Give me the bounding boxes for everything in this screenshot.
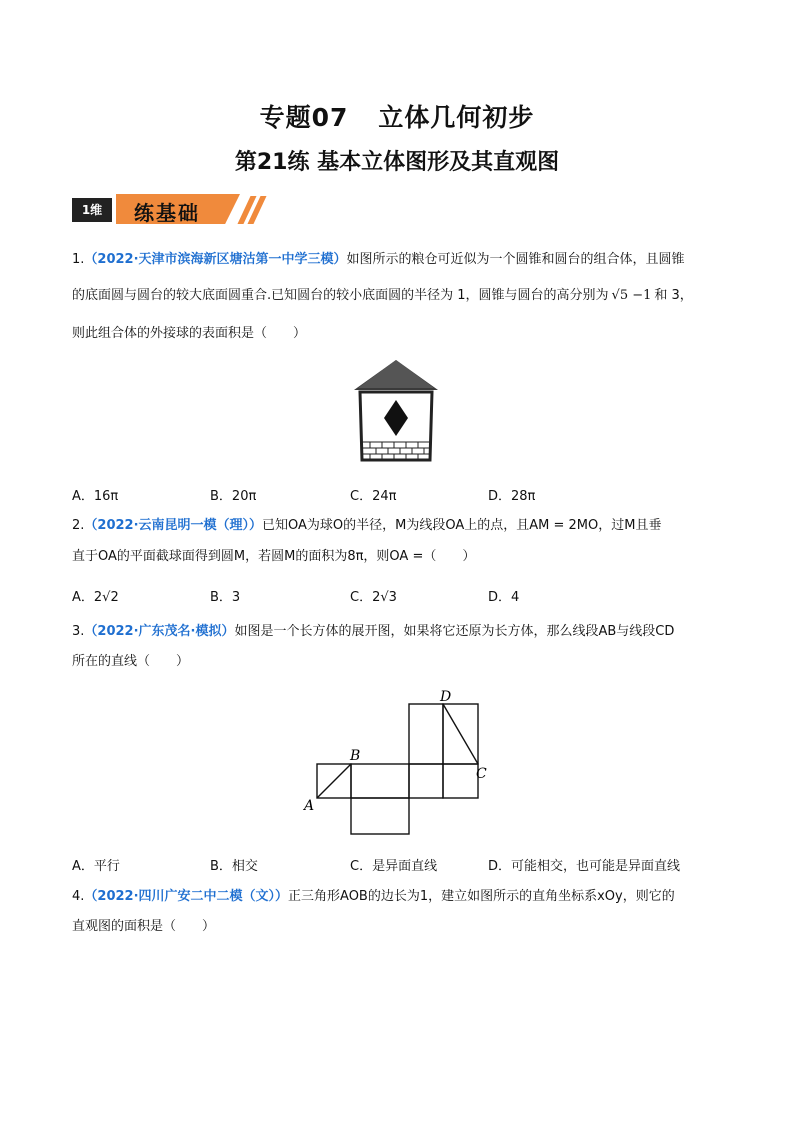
segment-cd: [443, 704, 478, 764]
question-text: 正三角形AOB的边长为1，建立如图所示的直角坐标系xOy，则它的: [288, 889, 675, 904]
q3-option-d[interactable]: D．可能相交，也可能是异面直线: [488, 859, 681, 874]
question-4-line-2: 直观图的面积是（ ）: [72, 919, 216, 934]
question-source: （2022·云南昆明一模（理））: [84, 518, 263, 533]
label-a: A: [304, 798, 315, 814]
question-text: 如图是一个长方体的展开图，如果将它还原为长方体，那么线段AB与线段CD: [234, 624, 675, 639]
q1-option-a[interactable]: A．16π: [72, 489, 119, 504]
question-2-line-2: 直于OA的平面截球面得到圆M，若圆M的面积为8π，则OA =（ ）: [72, 549, 476, 564]
label-d: D: [440, 689, 452, 705]
banner-label: 练基础: [134, 201, 200, 225]
granary-figure: [352, 358, 440, 464]
question-text: 如图所示的粮仓可近似为一个圆锥和圆台的组合体，且圆锥: [346, 252, 685, 267]
question-source: （2022·广东茂名·模拟）: [84, 624, 235, 639]
question-number: 3.: [72, 624, 85, 639]
page-subtitle: 第21练 基本立体图形及其直观图: [234, 150, 560, 175]
question-2-line-1: [72, 516, 661, 536]
question-text: 和 3，: [654, 288, 693, 303]
section-banner: [72, 190, 262, 230]
question-number: 2.: [72, 518, 85, 533]
granary-roof-inner: [358, 360, 434, 388]
question-4-line-1: [72, 887, 675, 907]
title-right: 立体几何初步: [378, 103, 535, 132]
q3-option-c[interactable]: C．是异面直线: [350, 859, 438, 874]
question-number: 1.: [72, 252, 85, 267]
question-text: 已知OA为球O的半径，M为线段OA上的点，且AM = 2MO，过M且垂: [262, 518, 662, 533]
question-1-line-1: [72, 250, 685, 270]
question-3-line-2: 所在的直线（ ）: [72, 654, 190, 669]
q3-option-a[interactable]: A．平行: [72, 859, 120, 874]
q2-option-a[interactable]: A．2√2: [72, 590, 119, 605]
question-1-line-2: [72, 286, 693, 306]
cuboid-net-figure: [300, 686, 500, 838]
q2-option-d[interactable]: D．4: [488, 590, 520, 605]
page-title: [0, 98, 794, 134]
question-source: （2022·四川广安二中二模（文））: [84, 889, 289, 904]
label-b: B: [350, 748, 361, 764]
question-text: 的底面圆与圆台的较大底面圆重合.已知圆台的较小底面圆的半径为 1，圆锥与圆台的高分别为: [72, 288, 609, 303]
q1-option-d[interactable]: D．28π: [488, 489, 536, 504]
segment-ab: [317, 764, 351, 798]
label-c: C: [476, 766, 487, 782]
math-expression: √5 −1: [611, 288, 652, 303]
q2-option-c[interactable]: C．2√3: [350, 590, 397, 605]
q3-option-b[interactable]: B．相交: [210, 859, 258, 874]
question-source: （2022·天津市滨海新区塘沽第一中学三模）: [84, 252, 347, 267]
question-1-line-3: 则此组合体的外接球的表面积是（ ）: [72, 326, 307, 341]
banner-tag: 1维: [72, 198, 112, 222]
q2-option-b[interactable]: B．3: [210, 590, 241, 605]
question-number: 4.: [72, 889, 85, 904]
q1-option-c[interactable]: C．24π: [350, 489, 397, 504]
question-3-line-1: [72, 622, 674, 642]
q1-option-b[interactable]: B．20π: [210, 489, 257, 504]
title-left: 专题07: [259, 103, 349, 132]
